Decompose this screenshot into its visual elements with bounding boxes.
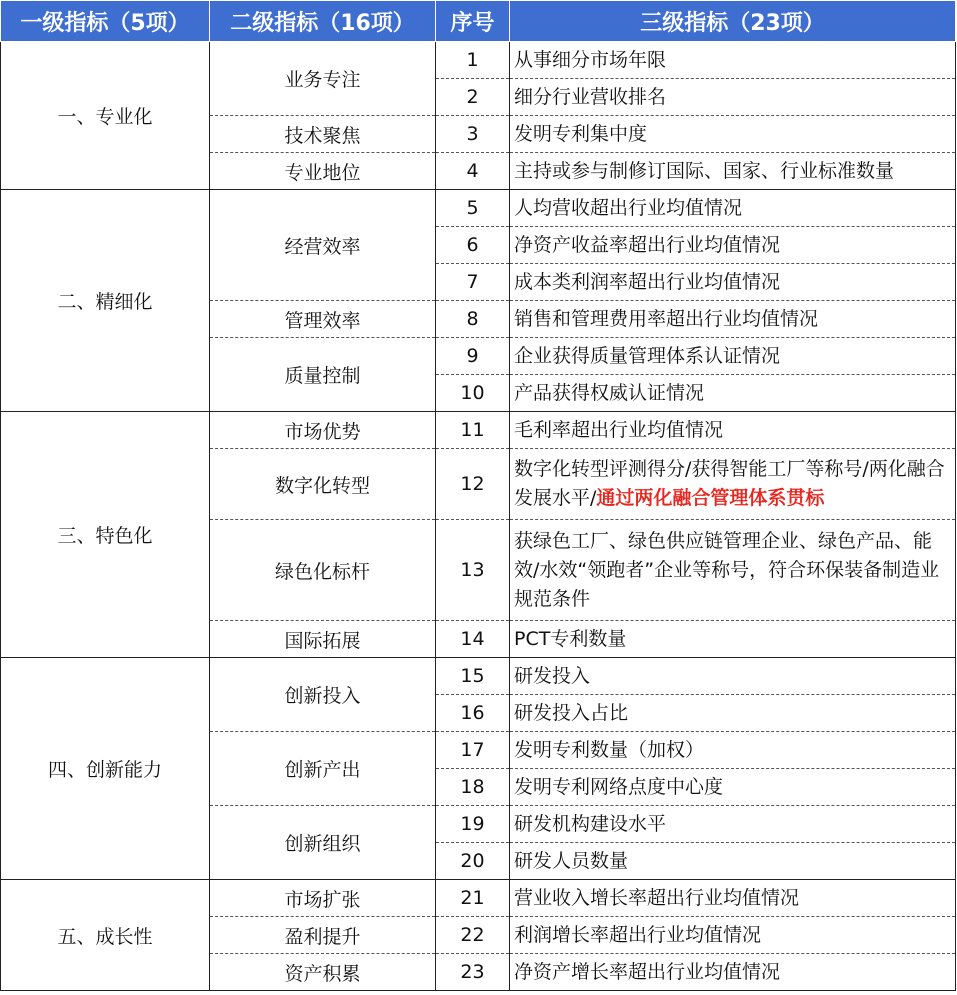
seq-cell: 13 xyxy=(436,520,510,621)
level3-cell: 人均营收超出行业均值情况 xyxy=(510,190,956,227)
seq-cell: 19 xyxy=(436,806,510,843)
seq-cell: 21 xyxy=(436,880,510,917)
seq-cell: 9 xyxy=(436,338,510,375)
level2-cell: 创新产出 xyxy=(210,732,436,806)
level3-cell: 细分行业营收排名 xyxy=(510,79,956,116)
level3-cell: 毛利率超出行业均值情况 xyxy=(510,412,956,449)
seq-cell: 20 xyxy=(436,843,510,880)
level3-cell: 利润增长率超出行业均值情况 xyxy=(510,917,956,954)
level3-cell: 销售和管理费用率超出行业均值情况 xyxy=(510,301,956,338)
level3-cell: 获绿色工厂、绿色供应链管理企业、绿色产品、能效/水效“领跑者”企业等称号，符合环保装备制造业规范条件 xyxy=(510,520,956,621)
header-level1: 一级指标（5项） xyxy=(1,1,210,42)
level3-cell: 研发投入占比 xyxy=(510,695,956,732)
header-seq: 序号 xyxy=(436,1,510,42)
level2-cell: 市场扩张 xyxy=(210,880,436,917)
level3-cell: 从事细分市场年限 xyxy=(510,42,956,79)
level2-cell: 质量控制 xyxy=(210,338,436,412)
seq-cell: 5 xyxy=(436,190,510,227)
seq-cell: 15 xyxy=(436,658,510,695)
seq-cell: 18 xyxy=(436,769,510,806)
level2-cell: 资产积累 xyxy=(210,954,436,991)
level3-cell: 企业获得质量管理体系认证情况 xyxy=(510,338,956,375)
level3-cell: 成本类利润率超出行业均值情况 xyxy=(510,264,956,301)
level3-cell: 研发人员数量 xyxy=(510,843,956,880)
level3-cell: 发明专利集中度 xyxy=(510,116,956,153)
level3-cell: 发明专利数量（加权） xyxy=(510,732,956,769)
level3-cell: 净资产收益率超出行业均值情况 xyxy=(510,227,956,264)
header-level2: 二级指标（16项） xyxy=(210,1,436,42)
seq-cell: 1 xyxy=(436,42,510,79)
level3-cell: 营业收入增长率超出行业均值情况 xyxy=(510,880,956,917)
level3-cell: 产品获得权威认证情况 xyxy=(510,375,956,412)
level2-cell: 数字化转型 xyxy=(210,449,436,520)
seq-cell: 2 xyxy=(436,79,510,116)
table-row xyxy=(1,42,956,79)
level2-cell: 技术聚焦 xyxy=(210,116,436,153)
level3-cell: 主持或参与制修订国际、国家、行业标准数量 xyxy=(510,153,956,190)
seq-cell: 11 xyxy=(436,412,510,449)
level2-cell: 业务专注 xyxy=(210,42,436,116)
level1-cell: 四、创新能力 xyxy=(1,658,210,880)
seq-cell: 17 xyxy=(436,732,510,769)
level2-cell: 绿色化标杆 xyxy=(210,520,436,621)
table-row xyxy=(1,880,956,917)
table-header xyxy=(1,1,956,42)
table-body xyxy=(1,42,956,991)
level2-cell: 创新投入 xyxy=(210,658,436,732)
seq-cell: 6 xyxy=(436,227,510,264)
level1-cell: 一、专业化 xyxy=(1,42,210,190)
seq-cell: 10 xyxy=(436,375,510,412)
level3-highlight: 通过两化融合管理体系贯标 xyxy=(596,487,825,509)
level2-cell: 市场优势 xyxy=(210,412,436,449)
seq-cell: 14 xyxy=(436,621,510,658)
seq-cell: 23 xyxy=(436,954,510,991)
level3-cell: 发明专利网络点度中心度 xyxy=(510,769,956,806)
level2-cell: 国际拓展 xyxy=(210,621,436,658)
level3-cell: 净资产增长率超出行业均值情况 xyxy=(510,954,956,991)
level2-cell: 盈利提升 xyxy=(210,917,436,954)
seq-cell: 22 xyxy=(436,917,510,954)
table-row xyxy=(1,190,956,227)
table-row xyxy=(1,412,956,449)
level1-cell: 二、精细化 xyxy=(1,190,210,412)
seq-cell: 3 xyxy=(436,116,510,153)
level2-cell: 专业地位 xyxy=(210,153,436,190)
seq-cell: 4 xyxy=(436,153,510,190)
level3-cell: 研发投入 xyxy=(510,658,956,695)
seq-cell: 16 xyxy=(436,695,510,732)
table-row xyxy=(1,658,956,695)
level1-cell: 五、成长性 xyxy=(1,880,210,991)
header-level3: 三级指标（23项） xyxy=(510,1,956,42)
level3-cell: PCT专利数量 xyxy=(510,621,956,658)
level3-cell xyxy=(510,449,956,520)
level2-cell: 经营效率 xyxy=(210,190,436,301)
seq-cell: 7 xyxy=(436,264,510,301)
seq-cell: 12 xyxy=(436,449,510,520)
seq-cell: 8 xyxy=(436,301,510,338)
level3-cell: 研发机构建设水平 xyxy=(510,806,956,843)
level3-text: 数字化转型评测得分/获得智能工厂等称号/两化融合发展水平/ xyxy=(514,458,945,509)
level1-cell: 三、特色化 xyxy=(1,412,210,658)
level2-cell: 管理效率 xyxy=(210,301,436,338)
level2-cell: 创新组织 xyxy=(210,806,436,880)
